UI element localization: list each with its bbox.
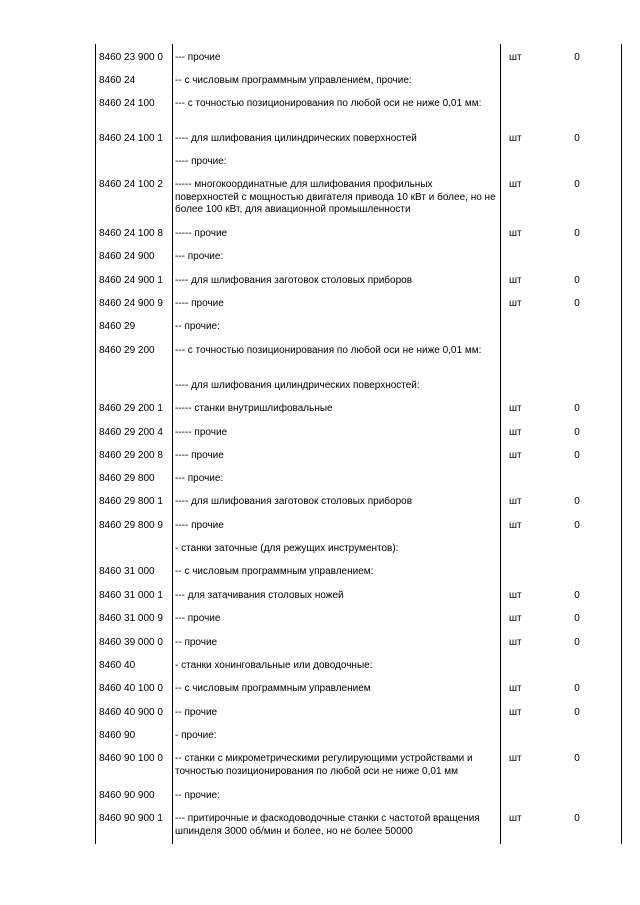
duty-rate: 0	[574, 496, 580, 507]
unit-of-measure: шт	[509, 590, 522, 601]
goods-description: -- с числовым программным управлением	[175, 683, 371, 694]
tariff-code: 8460 29	[99, 321, 136, 332]
duty-rate: 0	[574, 275, 580, 286]
goods-description: ---- прочие	[175, 298, 224, 309]
goods-description: ---- для шлифования заготовок столовых приборов	[175, 275, 413, 286]
unit-of-measure: шт	[509, 637, 522, 648]
unit-of-measure: шт	[509, 52, 522, 63]
tariff-code: 8460 29 200 1	[99, 403, 163, 414]
goods-description: --- прочие:	[175, 473, 224, 484]
goods-description: -- прочие	[175, 707, 218, 718]
goods-description: ---- для шлифования заготовок столовых приборов	[175, 496, 413, 507]
goods-description: ----- прочие	[175, 427, 228, 438]
duty-rate: 0	[574, 707, 580, 718]
goods-description: ---- прочие:	[175, 156, 227, 167]
goods-description: ---- для шлифования цилиндрических поверхностей:	[175, 380, 420, 391]
tariff-code: 8460 31 000 9	[99, 613, 163, 624]
duty-rate: 0	[574, 683, 580, 694]
goods-description: ----- прочие	[175, 228, 228, 239]
tariff-code: 8460 24 100	[99, 98, 155, 109]
tariff-code: 8460 31 000 1	[99, 590, 163, 601]
unit-of-measure: шт	[509, 450, 522, 461]
column-divider	[621, 44, 622, 844]
duty-rate: 0	[574, 590, 580, 601]
duty-rate: 0	[574, 403, 580, 414]
tariff-code: 8460 29 800 1	[99, 496, 163, 507]
goods-description: - станки заточные (для режущих инструментов):	[175, 543, 399, 554]
column-divider	[500, 44, 501, 844]
tariff-code: 8460 90 900 1	[99, 813, 163, 824]
tariff-code: 8460 90 900	[99, 790, 155, 801]
duty-rate: 0	[574, 813, 580, 824]
tariff-code: 8460 90 100 0	[99, 753, 163, 764]
goods-description: - станки хонинговальные или доводочные:	[175, 660, 373, 671]
tariff-code: 8460 24	[99, 75, 136, 86]
unit-of-measure: шт	[509, 520, 522, 531]
goods-description: --- с точностью позиционирования по любой оси не ниже 0,01 мм:	[175, 345, 482, 356]
goods-description: ---- прочие	[175, 520, 224, 531]
duty-rate: 0	[574, 179, 580, 190]
goods-description: --- прочие	[175, 613, 221, 624]
tariff-code: 8460 23 900 0	[99, 52, 163, 63]
duty-rate: 0	[574, 52, 580, 63]
goods-description: -- станки с микрометрическими регулирующими устройствами и точностью позиционирования по любой оси не ниже 0,01 мм	[175, 753, 473, 777]
tariff-code: 8460 29 800 9	[99, 520, 163, 531]
duty-rate: 0	[574, 450, 580, 461]
unit-of-measure: шт	[509, 403, 522, 414]
goods-description: ---- прочие	[175, 450, 224, 461]
goods-description: --- прочие:	[175, 251, 224, 262]
tariff-code: 8460 24 900	[99, 251, 155, 262]
tariff-code: 8460 24 100 8	[99, 228, 163, 239]
unit-of-measure: шт	[509, 427, 522, 438]
unit-of-measure: шт	[509, 753, 522, 764]
unit-of-measure: шт	[509, 613, 522, 624]
goods-description: ----- многокоординатные для шлифования профильных поверхностей с мощностью двигателя привода 10 кВт и более, но не более 100 кВт, для авиационной промышленности	[175, 179, 496, 215]
duty-rate: 0	[574, 427, 580, 438]
unit-of-measure: шт	[509, 228, 522, 239]
duty-rate: 0	[574, 298, 580, 309]
tariff-code: 8460 40 900 0	[99, 707, 163, 718]
goods-description: ----- станки внутришлифовальные	[175, 403, 333, 414]
duty-rate: 0	[574, 520, 580, 531]
goods-description: -- с числовым программным управлением, прочие:	[175, 75, 412, 86]
tariff-code: 8460 40	[99, 660, 136, 671]
unit-of-measure: шт	[509, 275, 522, 286]
goods-description: - прочие:	[175, 730, 217, 741]
tariff-code: 8460 29 200 4	[99, 427, 163, 438]
goods-description: -- прочие	[175, 637, 218, 648]
tariff-code: 8460 29 200 8	[99, 450, 163, 461]
tariff-code: 8460 31 000	[99, 566, 155, 577]
goods-description: --- притирочные и фаскодоводочные станки с частотой вращения шпинделя 3000 об/мин и более, но не более 50000	[175, 813, 480, 837]
unit-of-measure: шт	[509, 683, 522, 694]
unit-of-measure: шт	[509, 298, 522, 309]
goods-description: -- прочие:	[175, 790, 220, 801]
unit-of-measure: шт	[509, 496, 522, 507]
tariff-code: 8460 40 100 0	[99, 683, 163, 694]
tariff-code: 8460 24 900 9	[99, 298, 163, 309]
goods-description: ---- для шлифования цилиндрических поверхностей	[175, 133, 417, 144]
goods-description: -- прочие:	[175, 321, 220, 332]
tariff-code: 8460 29 800	[99, 473, 155, 484]
column-divider	[172, 44, 173, 844]
duty-rate: 0	[574, 613, 580, 624]
tariff-code: 8460 24 100 1	[99, 133, 163, 144]
unit-of-measure: шт	[509, 133, 522, 144]
tariff-code: 8460 24 100 2	[99, 179, 163, 190]
duty-rate: 0	[574, 133, 580, 144]
tariff-code: 8460 39 000 0	[99, 637, 163, 648]
unit-of-measure: шт	[509, 707, 522, 718]
tariff-code: 8460 90	[99, 730, 136, 741]
tariff-code: 8460 24 900 1	[99, 275, 163, 286]
duty-rate: 0	[574, 637, 580, 648]
duty-rate: 0	[574, 228, 580, 239]
column-divider	[95, 44, 96, 844]
unit-of-measure: шт	[509, 179, 522, 190]
goods-description: -- с числовым программным управлением:	[175, 566, 374, 577]
tariff-code: 8460 29 200	[99, 345, 155, 356]
unit-of-measure: шт	[509, 813, 522, 824]
goods-description: --- с точностью позиционирования по любой оси не ниже 0,01 мм:	[175, 98, 482, 109]
duty-rate: 0	[574, 753, 580, 764]
goods-description: --- прочие	[175, 52, 221, 63]
goods-description: --- для затачивания столовых ножей	[175, 590, 344, 601]
tariff-table	[95, 44, 622, 844]
